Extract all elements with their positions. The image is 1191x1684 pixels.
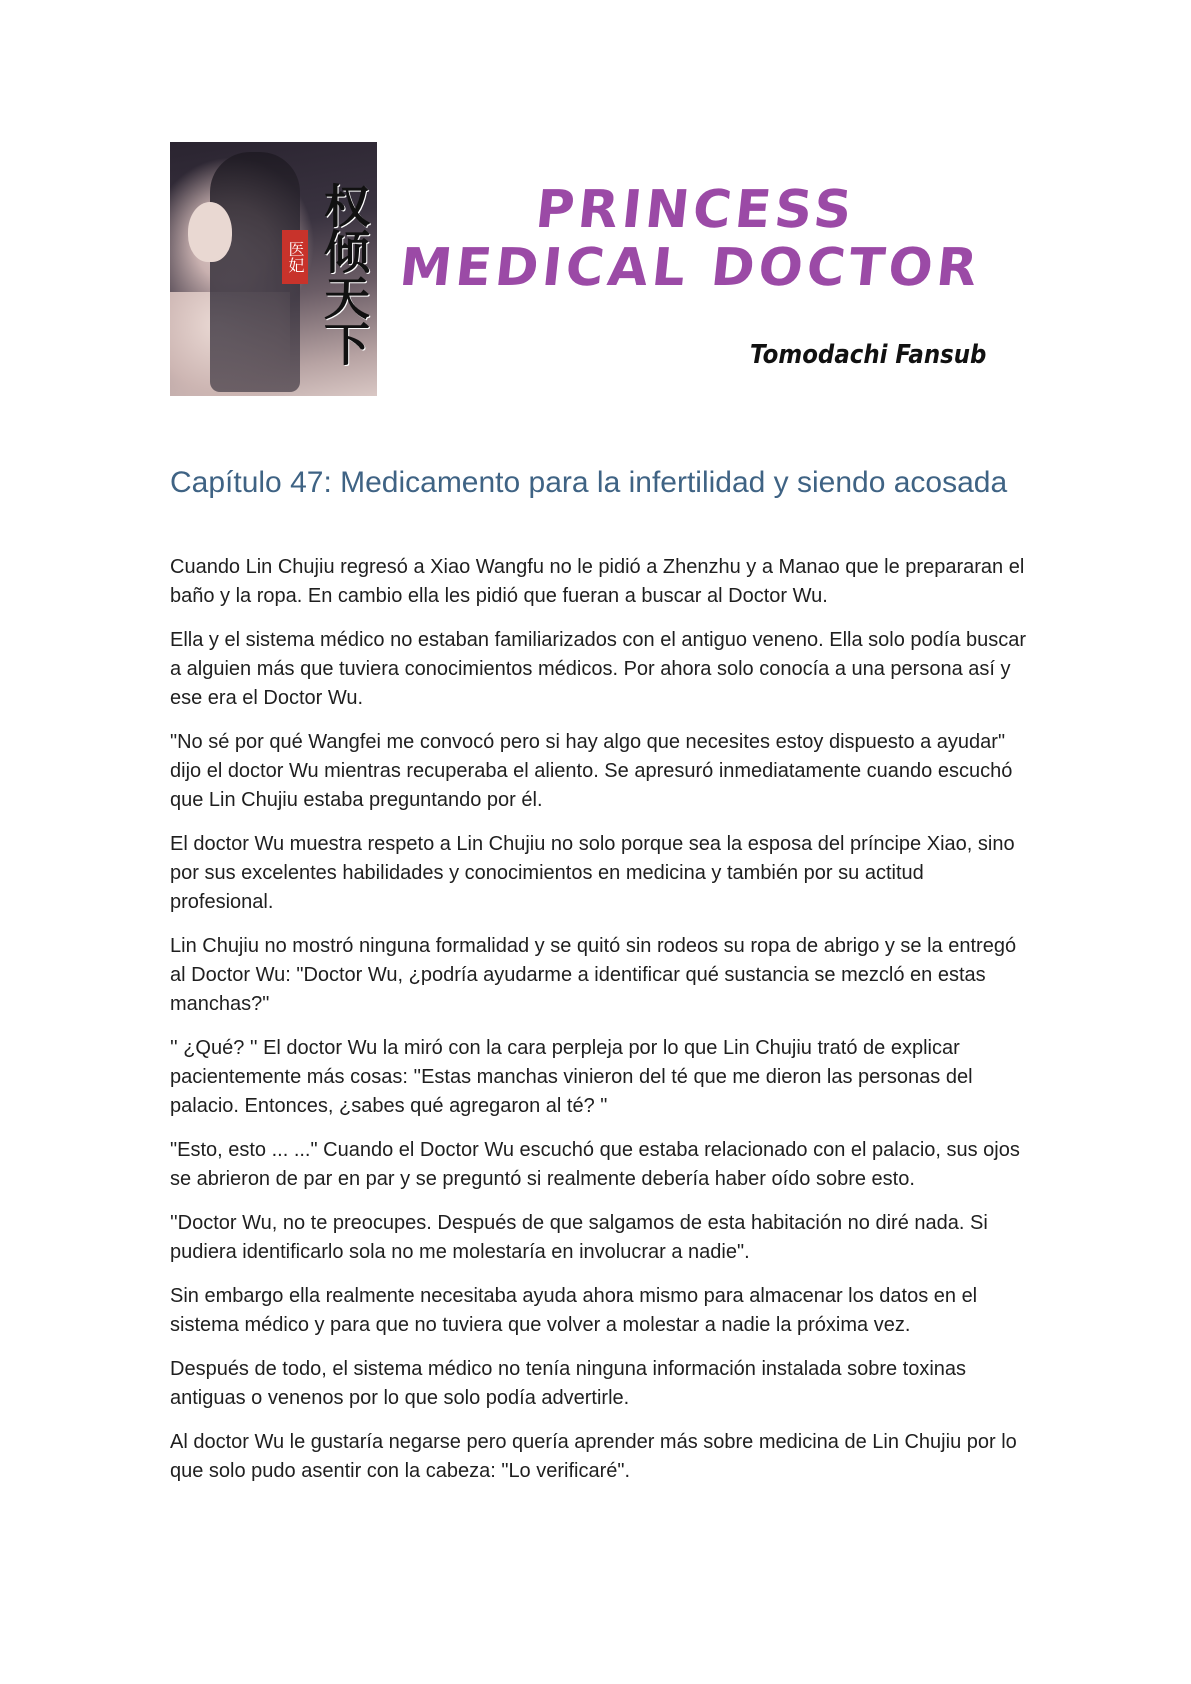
novel-cover-image <box>170 142 377 396</box>
cover-seal: 医妃 <box>282 230 308 284</box>
logo-title-line-1: PRINCESS <box>532 180 859 240</box>
header-banner <box>170 142 987 398</box>
cover-figure-face <box>188 202 232 262</box>
paragraph: "No sé por qué Wangfei me convocó pero si hay algo que necesites estoy dispuesto a ayudar" dijo el doctor Wu mientras recuperaba el aliento. Se apresuró inmediatamente cuando escuchó que Lin Chujiu estaba preguntando por él. <box>170 731 1013 811</box>
paragraph: ''Doctor Wu, no te preocupes. Después de que salgamos de esta habitación no diré nada. Si pudiera identificarlo sola no me molestaría en involucrar a nadie". <box>170 1212 988 1263</box>
fansub-credit: Tomodachi Fansub <box>750 340 987 370</box>
paragraph: Cuando Lin Chujiu regresó a Xiao Wangfu no le pidió a Zhenzhu y a Manao que le prepararan el baño y la ropa. En cambio ella les pidió que fueran a buscar al Doctor Wu. <box>170 556 1025 607</box>
paragraph: Sin embargo ella realmente necesitaba ayuda ahora mismo para almacenar los datos en el sistema médico y para que no tuviera que volver a molestar a nadie la próxima vez. <box>170 1285 978 1336</box>
paragraph: '' ¿Qué? '' El doctor Wu la miró con la cara perpleja por lo que Lin Chujiu trató de explicar pacientemente más cosas: ''Estas manchas vinieron del té que me dieron las personas del palacio. Entonces, ¿sabes qué agregaron al té? " <box>170 1037 973 1117</box>
paragraph: Después de todo, el sistema médico no tenía ninguna información instalada sobre toxinas antiguas o venenos por lo que solo podía advertirle. <box>170 1358 967 1409</box>
paragraph: Ella y el sistema médico no estaban familiarizados con el antiguo veneno. Ella solo podía buscar a alguien más que tuviera conocimientos médicos. Por ahora solo conocía a una persona así y ese era el Doctor Wu. <box>170 629 1027 709</box>
chapter-body <box>170 553 1030 1501</box>
chapter-title: Capítulo 47: Medicamento para la infertilidad y siendo acosada <box>170 466 1008 499</box>
paragraph: El doctor Wu muestra respeto a Lin Chujiu no solo porque sea la esposa del príncipe Xiao, sino por sus excelentes habilidades y conocimientos en medicina y también por su actitud profesional. <box>170 833 1015 913</box>
paragraph: Lin Chujiu no mostró ninguna formalidad y se quitó sin rodeos su ropa de abrigo y se la entregó al Doctor Wu: "Doctor Wu, ¿podría ayudarme a identificar qué sustancia se mezcló en estas manchas?" <box>170 935 1017 1015</box>
paragraph: Al doctor Wu le gustaría negarse pero quería aprender más sobre medicina de Lin Chujiu por lo que solo pudo asentir con la cabeza: "Lo verificaré". <box>170 1431 1017 1482</box>
cover-calligraphy-title: 权倾天下 <box>317 182 371 366</box>
paragraph: "Esto, esto ... ..." Cuando el Doctor Wu escuchó que estaba relacionado con el palacio, sus ojos se abrieron de par en par y se preguntó si realmente debería haber oído sobre esto. <box>170 1139 1020 1190</box>
logo-title-line-2: MEDICAL DOCTOR <box>396 238 984 298</box>
